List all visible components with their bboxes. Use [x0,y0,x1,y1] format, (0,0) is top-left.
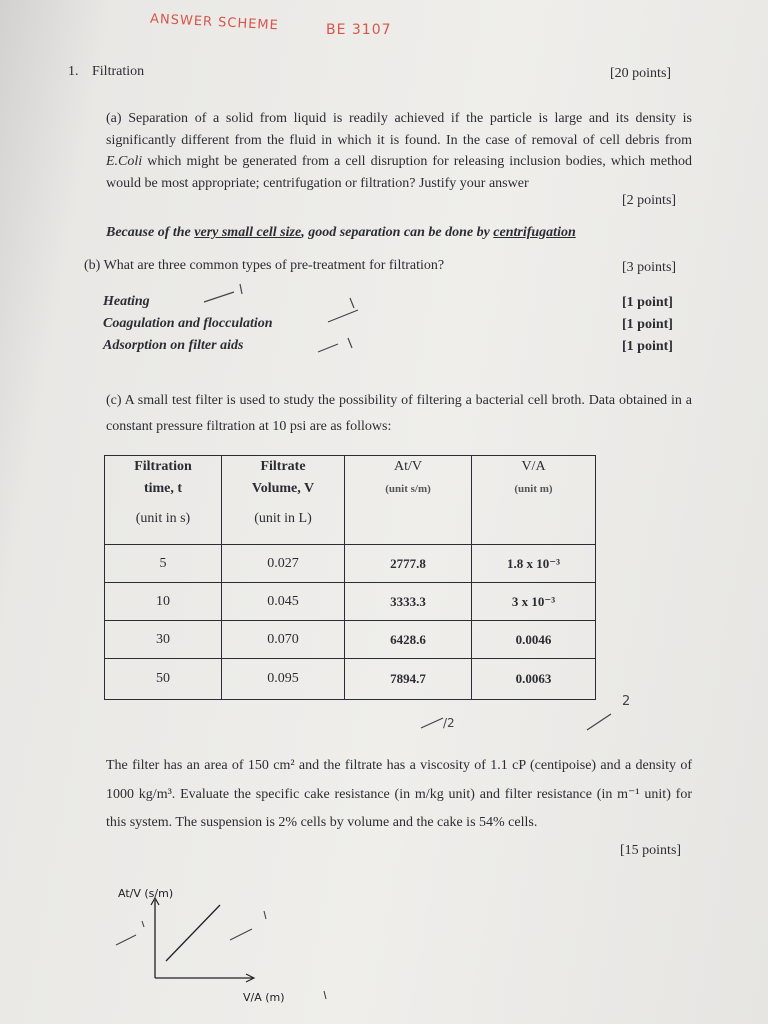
handwritten-course-code: BE 3107 [326,22,392,38]
sketch-x-label: V/A (m) [243,991,285,1004]
answer-underline-size: very small cell size [194,225,302,240]
check-marks [200,280,370,360]
table-row: 10 0.045 3333.3 3 x 10⁻³ [105,583,596,621]
part-c-points: [15 points] [620,843,682,858]
part-b-question: (b) What are three common types of pre-treatment for filtration? [84,258,445,273]
part-b-points: [3 points] [622,260,677,275]
sketch-line [166,905,220,961]
part-a-points: [2 points] [622,193,677,208]
part-a-question [106,108,692,194]
table-row: 5 0.027 2777.8 1.8 x 10⁻³ [105,545,596,583]
part-a-text-1: (a) Separation of a solid from liquid is readily achieved if the particle is large and its density is significantly different from the fluid in which it is found. In the case of removal of cell debris from [106,111,692,148]
ecoli-term: E.Coli [106,154,143,169]
question-title: Filtration [92,64,145,79]
header-volume: Filtrate Volume, V (unit in L) [222,456,345,545]
answer-underline-method: centrifugation [493,225,576,240]
handwritten-mark-2b: 2 [622,694,631,709]
handwritten-answer-scheme: ANSWER SCHEME [149,11,280,34]
question-points: [20 points] [610,66,672,81]
answer-adsorption: Adsorption on filter aids [103,338,244,353]
handwritten-mark-2a: /2 [443,716,455,730]
header-v-a: V/A (unit m) [472,456,596,545]
answer-adsorption-points: [1 point] [622,339,673,354]
filtration-data-table [104,455,596,700]
sketch-y-label: At/V (s/m) [118,887,174,900]
answer-heating: Heating [103,294,150,309]
table-row: 30 0.070 6428.6 0.0046 [105,621,596,659]
table-header-row [105,456,596,545]
part-a-answer: Because of the very small cell size, good separation can be done by centrifugation [106,225,576,240]
answer-coagulation-points: [1 point] [622,317,673,332]
part-c-body: The filter has an area of 150 cm² and the filtrate has a viscosity of 1.1 cP (centipoise) and a density of 1000 kg/m³. Evaluate the specific cake resistance (in m/kg unit) and filter resistance (in m⁻¹ unit) for this system. The suspension is 2% cells by volume and the cake is 54% cells. [106,758,692,830]
header-at-v: At/V (unit s/m) [345,456,472,545]
sketch-plot [108,895,338,1010]
answer-heating-points: [1 point] [622,295,673,310]
header-time: Filtration time, t (unit in s) [105,456,222,545]
table-row: 50 0.095 7894.7 0.0063 [105,659,596,700]
part-c-intro: (c) A small test filter is used to study the possibility of filtering a bacterial cell broth. Data obtained in a constant pressure filtration at 10 psi are as follows: [106,393,692,434]
answer-coagulation: Coagulation and flocculation [103,316,273,331]
part-a-text-2: which might be generated from a cell disruption for releasing inclusion bodies, which method would be most appropriate; centrifugation or filtration? Justify your answer [106,154,692,191]
question-number: 1. [68,64,79,79]
